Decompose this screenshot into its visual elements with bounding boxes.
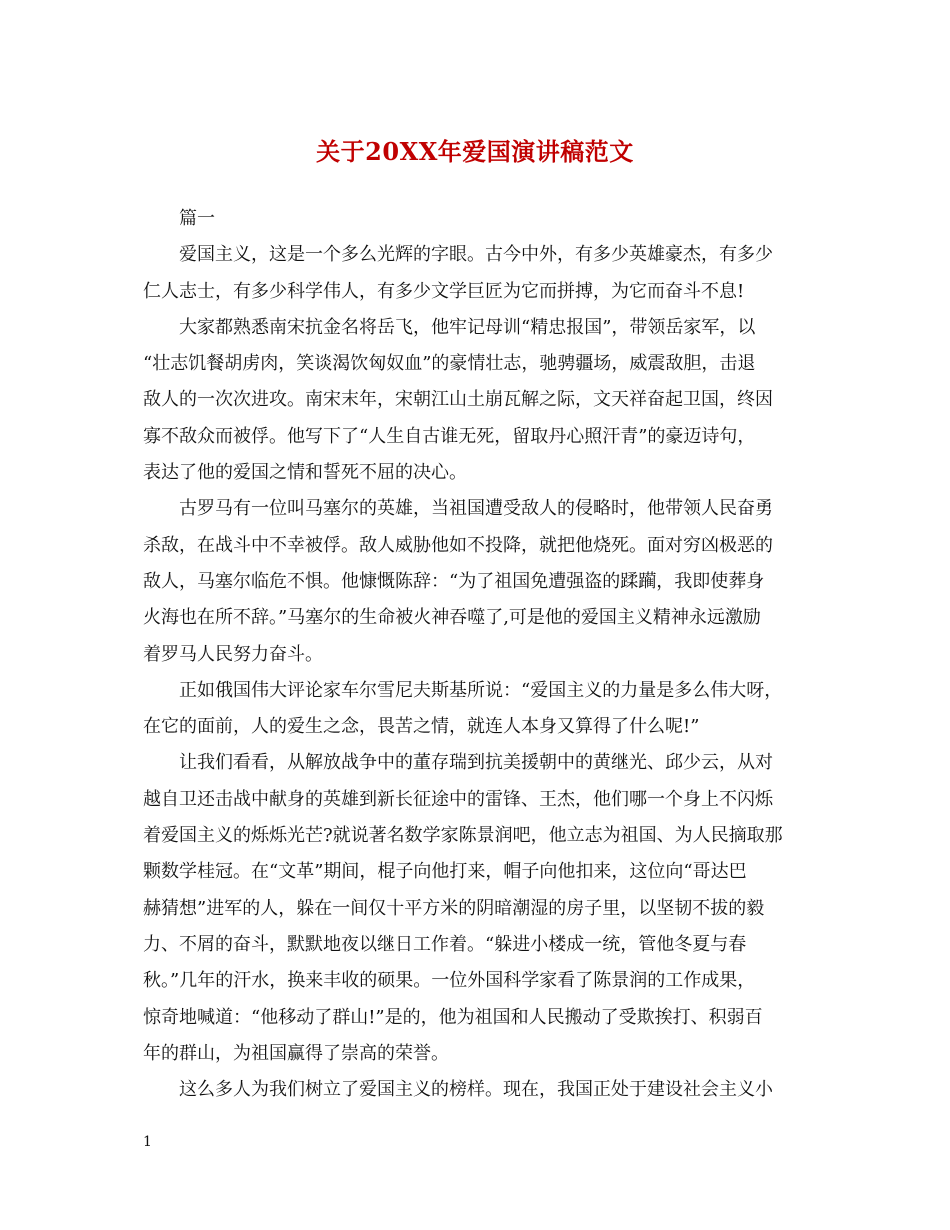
text-line: 寡不敌众而被俘。他写下了“人生自古谁无死，留取丹心照汗青”的豪迈诗句， xyxy=(143,425,756,447)
text-line: 敌人，马塞尔临危不惧。他慷慨陈辞：“为了祖国免遭强盗的蹂躏，我即使葬身 xyxy=(143,570,765,592)
text-line: 大家都熟悉南宋抗金名将岳飞，他牢记母训“精忠报国”，带领岳家军，以 xyxy=(179,316,756,338)
text-line: 力、不屑的奋斗，默默地夜以继日工作着。“躲进小楼成一统，管他冬夏与春 xyxy=(143,933,747,955)
text-line: 仁人志士，有多少科学伟人，有多少文学巨匠为它而拼搏，为它而奋斗不息! xyxy=(143,280,745,302)
text-line: 篇一 xyxy=(179,208,215,229)
document-body xyxy=(143,201,810,1108)
text-line: 杀敌，在战斗中不幸被俘。敌人威胁他如不投降，就把他烧死。面对穷凶极恶的 xyxy=(143,534,773,556)
text-line: 惊奇地喊道：“他移动了群山!”是的，他为祖国和人民搬动了受欺挨打、积弱百 xyxy=(143,1006,763,1028)
text-line: 着爱国主义的烁烁光芒?就说著名数学家陈景润吧，他立志为祖国、为人民摘取那 xyxy=(143,825,783,847)
text-line: 秋。”几年的汗水，换来丰收的硕果。一位外国科学家看了陈景润的工作成果， xyxy=(143,970,756,992)
document-title: 关于20XX年爱国演讲稿范文 xyxy=(316,137,634,166)
text-line: 赫猜想”进军的人，躲在一间仅十平方米的阴暗潮湿的房子里，以坚韧不拔的毅 xyxy=(143,897,765,919)
text-line: 这么多人为我们树立了爱国主义的榜样。现在，我国正处于建设社会主义小 xyxy=(179,1079,773,1101)
text-line: 古罗马有一位叫马塞尔的英雄，当祖国遭受敌人的侵略时，他带领人民奋勇 xyxy=(179,498,773,520)
text-line: 颗数学桂冠。在“文革”期间，棍子向他打来，帽子向他扣来，这位向“哥达巴 xyxy=(143,861,747,883)
text-line: 在它的面前，人的爱生之念，畏苦之情，就连人本身又算得了什么呢!” xyxy=(143,716,700,738)
text-line: “壮志饥餐胡虏肉，笑谈渴饮匈奴血”的豪情壮志，驰骋疆场，威震敌胆，击退 xyxy=(143,353,756,375)
text-line: 正如俄国伟大评论家车尔雪尼夫斯基所说：“爱国主义的力量是多么伟大呀， xyxy=(179,679,783,701)
text-line: 表达了他的爱国之情和誓死不屈的决心。 xyxy=(143,462,467,484)
text-line: 着罗马人民努力奋斗。 xyxy=(143,643,323,665)
text-line: 让我们看看，从解放战争中的董存瑞到抗美援朝中的黄继光、邱少云，从对 xyxy=(179,752,773,774)
text-line: 火海也在所不辞。”马塞尔的生命被火神吞噬了,可是他的爱国主义精神永远激励 xyxy=(143,607,761,629)
page-number: 1 xyxy=(143,1134,152,1150)
text-line: 爱国主义，这是一个多么光辉的字眼。古今中外，有多少英雄豪杰，有多少 xyxy=(179,244,773,266)
text-line: 年的群山，为祖国赢得了崇高的荣誉。 xyxy=(143,1042,449,1064)
text-line: 敌人的一次次进攻。南宋末年，宋朝江山土崩瓦解之际，文天祥奋起卫国，终因 xyxy=(143,389,773,411)
text-line: 越自卫还击战中献身的英雄到新长征途中的雷锋、王杰，他们哪一个身上不闪烁 xyxy=(143,788,773,810)
